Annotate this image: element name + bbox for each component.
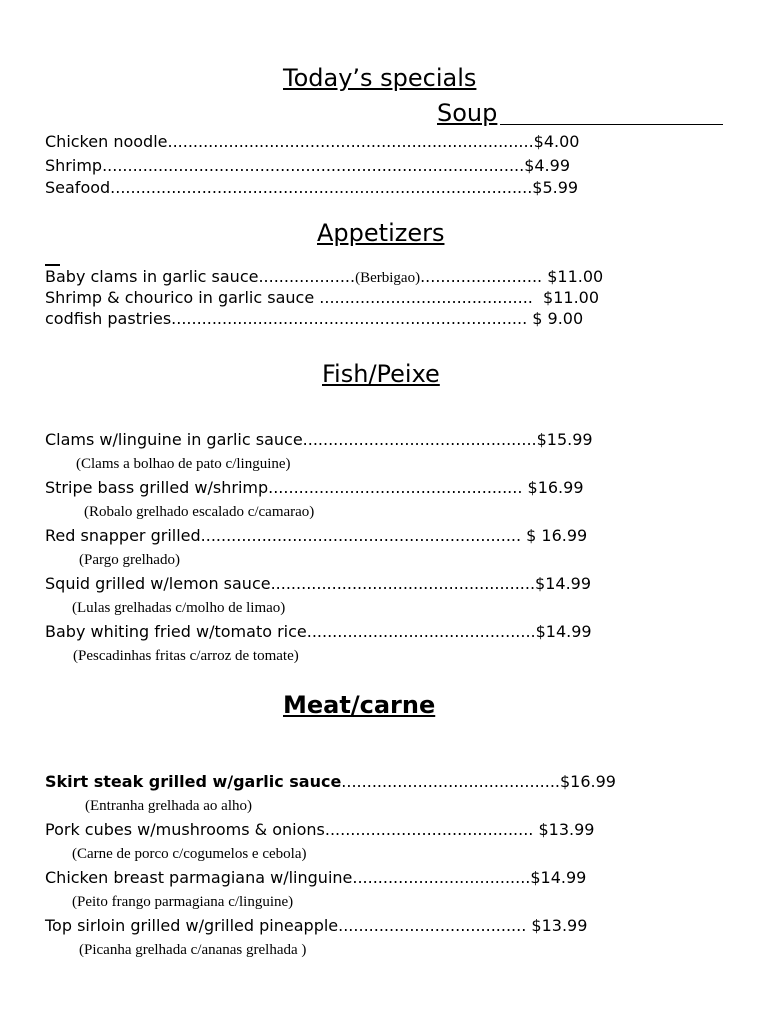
menu-item-translation: (Lulas grelhadas c/molho de limao) [72,600,286,616]
menu-item: codfish pastries...................................................................... $ 9.00 [45,309,584,328]
menu-item: Baby whiting fried w/tomato rice.............................................$14.99 [45,622,592,641]
menu-item: Top sirloin grilled w/grilled pineapple..................................... $13.99 [45,916,588,935]
menu-item-name: Skirt steak grilled w/garlic sauce [45,772,342,791]
menu-item-translation: (Clams a bolhao de pato c/linguine) [76,456,291,472]
menu-item [45,267,603,288]
menu-item: Pork cubes w/mushrooms & onions......................................... $13.99 [45,820,595,839]
menu-item: Red snapper grilled............................................................... $ 16.99 [45,526,588,545]
fish-heading: Fish/Peixe [322,360,440,388]
appetizers-heading: Appetizers [317,219,445,247]
menu-item: Stripe bass grilled w/shrimp.................................................. $16.99 [45,478,584,497]
text-mark [45,264,60,266]
menu-item-translation: (Berbigao) [355,270,421,286]
menu-item-translation: (Pescadinhas fritas c/arroz de tomate) [73,648,299,664]
menu-item: Shrimp & chourico in garlic sauce .......................................... $11.00 [45,288,600,307]
menu-item-name: Baby clams in garlic sauce................... [45,267,356,286]
menu-item-translation: (Picanha grelhada c/ananas grelhada ) [79,942,307,958]
menu-item-translation: (Robalo grelhado escalado c/camarao) [84,504,315,520]
meat-heading: Meat/carne [283,691,436,719]
soup-heading: Soup [437,99,498,127]
soup-heading-underline [500,124,723,125]
menu-item: Squid grilled w/lemon sauce....................................................$14.99 [45,574,592,593]
menu-item: Chicken noodle........................................................................$4.00 [45,132,580,151]
menu-item-translation: (Entranha grelhada ao alho) [85,798,252,814]
menu-item: Chicken breast parmagiana w/linguine...................................$14.99 [45,868,587,887]
menu-item-price: ...........................................$16.99 [341,772,616,791]
menu-item: Shrimp...................................................................................$4.99 [45,156,570,175]
menu-item-translation: (Carne de porco c/cogumelos e cebola) [72,846,307,862]
menu-item-translation: (Pargo grelhado) [79,552,180,568]
menu-item: Clams w/linguine in garlic sauce..............................................$15.99 [45,430,593,449]
menu-item: Seafood...................................................................................$5.99 [45,178,579,197]
menu-item [45,772,616,792]
menu-item-translation: (Peito frango parmagiana c/linguine) [72,894,294,910]
menu-item-price: ........................ $11.00 [420,267,604,286]
page-title: Today’s specials [283,64,477,92]
